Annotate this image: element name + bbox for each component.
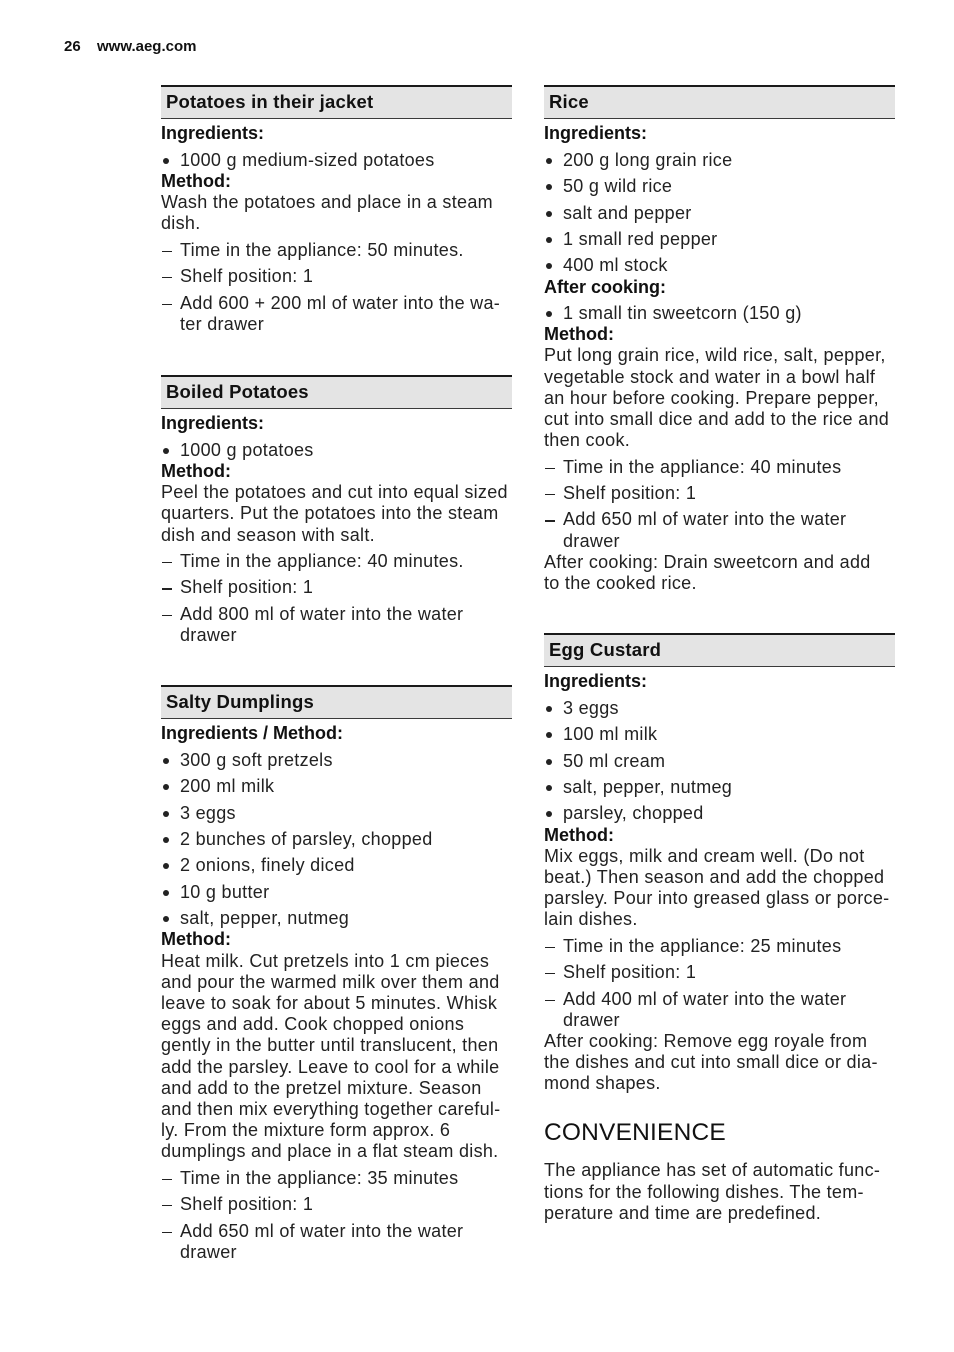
ingredient-item: salt and pepper [544,203,895,224]
after-cooking-item: 1 small tin sweetcorn (150 g) [544,303,895,324]
step-item: Add 600 + 200 ml of water into the wa- ter drawer [161,293,512,335]
step-item: Time in the appliance: 40 minutes. [161,551,512,572]
step-item: Add 800 ml of water into the water drawer [161,604,512,646]
after-cooking-list [544,303,895,324]
ingredients-label: Ingredients: [544,123,648,144]
method-label: Method: [161,170,231,191]
step-item: Time in the appliance: 40 minutes [544,457,895,478]
steps-list [161,240,512,335]
ingredient-item: 3 eggs [544,698,895,719]
steps-list [544,936,895,1031]
section-heading: CONVENIENCE [544,1119,726,1146]
ingredient-item: 1000 g potatoes [161,440,512,461]
ingredient-item: 200 ml milk [161,776,512,797]
ingredients-label: Ingredients: [544,671,648,692]
ingredients-list [161,150,512,171]
ingredient-item: 50 g wild rice [544,176,895,197]
ingredient-item: 50 ml cream [544,751,895,772]
recipe-title: Egg Custard [544,633,895,667]
ingredient-item: 2 bunches of parsley, chopped [161,829,512,850]
method-text: Heat milk. Cut pretzels into 1 cm pieces and pour the warmed milk over them and leave to soak for about 5 minutes. Whisk eggs and add. Cook chopped onions gently in the butter until translucent, then add the parsley. Leave to cool for a while and add to the pretzel mixture. Season and then mix everything together careful- ly. From the mixture form approx. 6 dumplings and place in a flat steam dish. [161,950,501,1162]
step-item: Time in the appliance: 25 minutes [544,936,895,957]
recipe-title: Rice [544,85,895,119]
method-text: Put long grain rice, wild rice, salt, pepper, vegetable stock and water in a bowl half an hour before cooking. Prepare pepper, cut into small dice and add to the rice and then cook. [544,345,890,451]
step-item: Shelf position: 1 [161,266,512,287]
method-label: Method: [161,929,231,950]
step-item: Shelf position: 1 [544,962,895,983]
ingredients-label: Ingredients / Method: [161,723,343,744]
method-text: Peel the potatoes and cut into equal sized quarters. Put the potatoes into the steam dish and season with salt. [161,482,508,545]
ingredient-item: 300 g soft pretzels [161,750,512,771]
ingredient-item: 200 g long grain rice [544,150,895,171]
step-item: Shelf position: 1 [161,1194,512,1215]
recipe-title: Salty Dumplings [161,685,512,719]
recipe-boiled-potatoes [161,375,512,646]
recipe-title: Potatoes in their jacket [161,85,512,119]
after-cooking-label: After cooking: [544,276,667,297]
ingredient-item: 2 onions, finely diced [161,855,512,876]
recipe-body [161,719,512,1263]
step-item: Add 650 ml of water into the water drawer [161,1221,512,1263]
step-item: Time in the appliance: 50 minutes. [161,240,512,261]
ingredients-list [544,150,895,277]
ingredients-list [161,440,512,461]
ingredients-label: Ingredients: [161,123,265,144]
after-cooking-note: After cooking: Remove egg royale from the dishes and cut into small dice or dia- mond shapes. [544,1030,878,1094]
method-label: Method: [544,324,614,345]
page-number: 26 [64,38,81,55]
recipe-body [161,119,512,335]
step-item: Time in the appliance: 35 minutes [161,1168,512,1189]
recipe-title: Boiled Potatoes [161,375,512,409]
recipe-rice [544,85,895,594]
after-cooking-note: After cooking: Drain sweetcorn and add to the cooked rice. [544,551,871,593]
method-text: Wash the potatoes and place in a steam dish. [161,192,493,234]
convenience-text: The appliance has set of automatic func- tions for the following dishes. The tem- perature and time are predefined. [544,1160,881,1223]
ingredients-list [544,698,895,825]
ingredient-item: 10 g butter [161,882,512,903]
ingredient-item: salt, pepper, nutmeg [544,777,895,798]
method-label: Method: [544,824,614,845]
convenience-section [544,1118,895,1224]
ingredient-item: parsley, chopped [544,803,895,824]
ingredient-item: 3 eggs [161,803,512,824]
method-text: Mix eggs, milk and cream well. (Do not beat.) Then season and add the chopped parsley. Pour into greased glass or porce- lain dishes. [544,845,890,930]
recipe-body [544,667,895,1095]
method-label: Method: [161,460,231,481]
ingredients-label: Ingredients: [161,413,265,434]
recipe-egg-custard [544,633,895,1095]
step-item: Shelf position: 1 [161,577,512,598]
ingredient-item: 100 ml milk [544,724,895,745]
recipe-salty-dumplings [161,685,512,1263]
ingredient-item: salt, pepper, nutmeg [161,908,512,929]
steps-list [544,457,895,552]
recipe-potatoes-in-their-jacket [161,85,512,335]
ingredients-list [161,750,512,930]
step-item: Shelf position: 1 [544,483,895,504]
ingredient-item: 1 small red pepper [544,229,895,250]
recipe-body [544,119,895,594]
recipe-body [161,409,512,646]
ingredient-item: 1000 g medium-sized potatoes [161,150,512,171]
step-item: Add 400 ml of water into the water drawer [544,989,895,1031]
ingredient-item: 400 ml stock [544,255,895,276]
step-item: Add 650 ml of water into the water drawer [544,509,895,551]
website-url: www.aeg.com [97,38,197,55]
steps-list [161,1168,512,1263]
steps-list [161,551,512,646]
